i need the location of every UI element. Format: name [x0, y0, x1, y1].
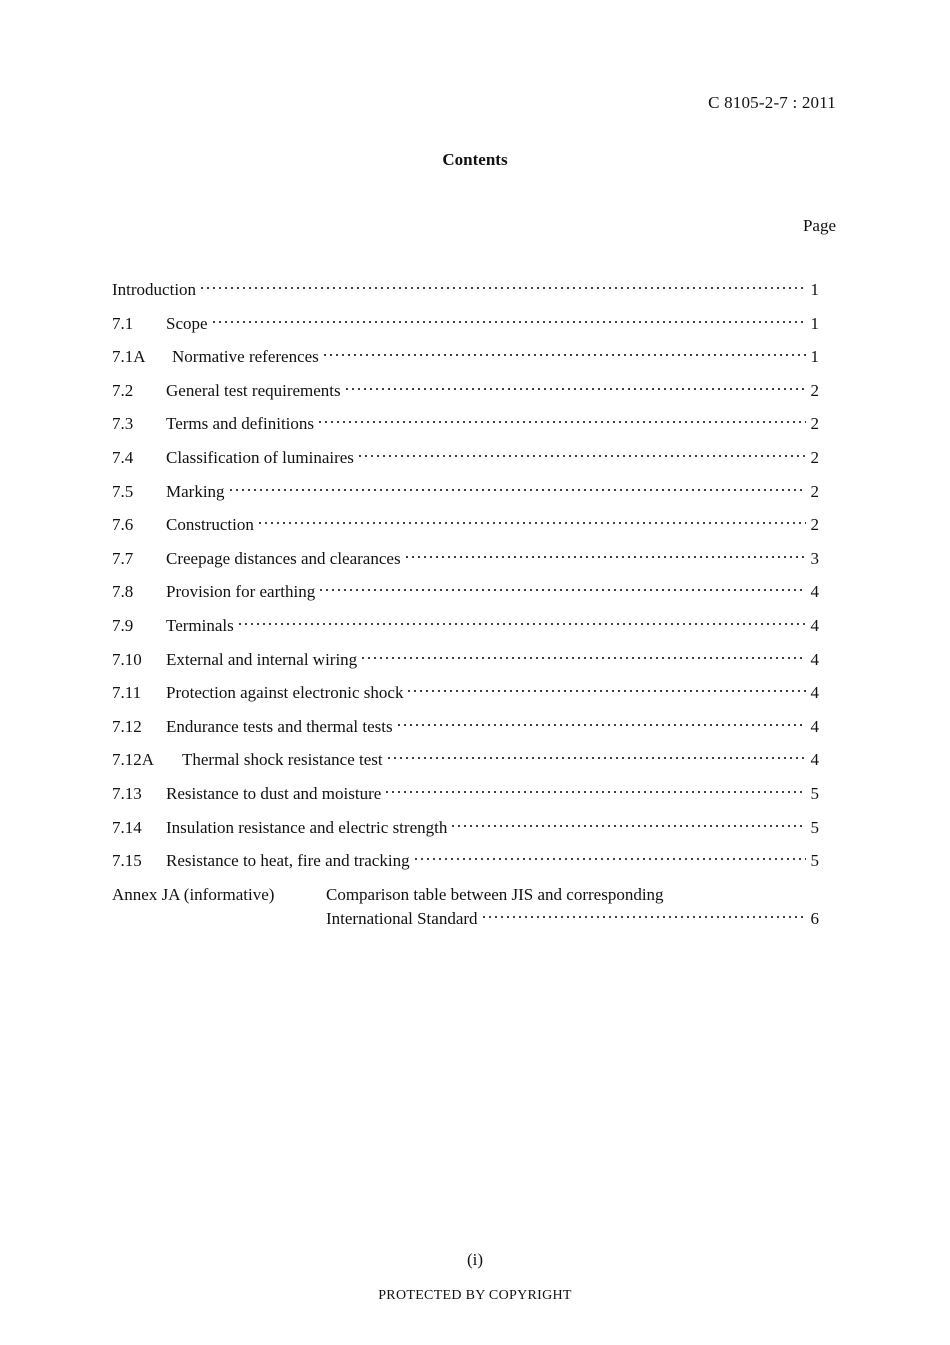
- toc-entry-page: 2: [810, 481, 819, 501]
- dot-leader: [211, 316, 806, 328]
- toc-entry[interactable]: [112, 314, 819, 348]
- toc-entry-number: 7.5: [112, 481, 134, 501]
- toc-entry-number: 7.10: [112, 649, 142, 669]
- dot-leader: [413, 853, 806, 865]
- toc-entry-number: 7.12: [112, 716, 142, 736]
- dot-leader: [396, 719, 806, 731]
- dot-leader: [322, 349, 806, 361]
- toc-entry-page: 4: [810, 615, 819, 635]
- toc-entry-title: Terminals: [166, 615, 234, 635]
- toc-entry-number: 7.9: [112, 615, 134, 635]
- toc-entry[interactable]: [112, 616, 819, 650]
- toc-entry-title: External and internal wiring: [166, 649, 358, 669]
- toc-entry[interactable]: [112, 515, 819, 549]
- toc-entry-page: 2: [810, 515, 819, 535]
- toc-entry-title: Resistance to heat, fire and tracking: [166, 851, 410, 871]
- toc-entry-title: Insulation resistance and electric strength: [166, 817, 448, 837]
- toc-entry-page: 4: [810, 582, 819, 602]
- annex-title-line1: Comparison table between JIS and corresponding: [326, 884, 664, 904]
- toc-entry-number: 7.14: [112, 817, 142, 837]
- toc-entry-title: Protection against electronic shock: [166, 683, 404, 703]
- toc-entry-page: 4: [810, 649, 819, 669]
- dot-leader: [357, 450, 806, 462]
- toc-entry-page: 5: [810, 817, 819, 837]
- toc-entry[interactable]: [112, 381, 819, 415]
- toc-entry-number: Introduction: [112, 280, 197, 299]
- dot-leader: [404, 551, 806, 563]
- toc-entry-title: Resistance to dust and moisture: [166, 783, 382, 803]
- dot-leader: [360, 652, 806, 664]
- toc-entry-number: 7.12A: [112, 750, 155, 770]
- toc-entry[interactable]: [112, 851, 819, 885]
- dot-leader: [228, 484, 806, 496]
- toc-entry[interactable]: [112, 347, 819, 381]
- toc-entry[interactable]: [112, 414, 819, 448]
- toc-entry-page: 2: [810, 447, 819, 467]
- dot-leader: [386, 752, 806, 764]
- page-number: (i): [466, 1250, 484, 1269]
- toc-entry-page: 1: [810, 347, 819, 367]
- annex-label: Annex JA (informative): [112, 884, 275, 904]
- annex-title-line2-row: [326, 909, 819, 929]
- toc-entry-title: Classification of luminaires: [166, 447, 354, 467]
- dot-leader: [450, 820, 806, 832]
- toc-entry-page: 1: [810, 313, 819, 333]
- toc-entry-page: 2: [810, 414, 819, 434]
- toc-entry-number: 7.2: [112, 380, 134, 400]
- toc-entry-title: Normative references: [172, 347, 319, 367]
- toc-entry-page: 4: [810, 750, 819, 770]
- toc-entry[interactable]: [112, 717, 819, 751]
- dot-leader: [199, 282, 806, 294]
- toc-entry[interactable]: [112, 482, 819, 516]
- toc-annex-entry[interactable]: [112, 885, 819, 935]
- toc-entry-title: Endurance tests and thermal tests: [166, 716, 393, 736]
- toc-entry[interactable]: [112, 683, 819, 717]
- annex-title-line2: International Standard: [326, 908, 478, 928]
- toc-entry-title: General test requirements: [166, 380, 341, 400]
- toc-entry[interactable]: [112, 818, 819, 852]
- toc-entry-page: 1: [810, 280, 819, 299]
- copyright-footer: PROTECTED BY COPYRIGHT: [378, 1288, 572, 1303]
- toc-entry-page: 4: [810, 716, 819, 736]
- toc-entry[interactable]: [112, 549, 819, 583]
- toc-entry-number: 7.15: [112, 851, 142, 871]
- dot-leader: [344, 383, 806, 395]
- toc-entry[interactable]: [112, 448, 819, 482]
- toc-entry[interactable]: [112, 650, 819, 684]
- dot-leader: [318, 584, 806, 596]
- toc-entry-page: 2: [810, 380, 819, 400]
- toc-entry-title: Marking: [166, 481, 225, 501]
- toc-entry[interactable]: [112, 280, 819, 314]
- dot-leader: [257, 517, 806, 529]
- toc-entry-number: 7.8: [112, 582, 134, 602]
- toc-entry-number: 7.4: [112, 447, 134, 467]
- page-column-label: Page: [802, 216, 836, 235]
- toc-entry-number: 7.11: [112, 683, 142, 703]
- dot-leader: [237, 618, 806, 630]
- document-id: C 8105-2-7 : 2011: [708, 93, 836, 112]
- dot-leader: [406, 685, 806, 697]
- toc-entry-title: Construction: [166, 515, 254, 535]
- toc-entry-title: Scope: [166, 313, 208, 333]
- annex-page-number: 6: [810, 908, 819, 928]
- toc-entry-title: Terms and definitions: [166, 414, 315, 434]
- toc-entry-number: 7.3: [112, 414, 134, 434]
- toc-entry-title: Provision for earthing: [166, 582, 316, 602]
- toc-entry[interactable]: [112, 582, 819, 616]
- toc-entry-title: Thermal shock resistance test: [182, 750, 383, 770]
- toc-entry-number: 7.1: [112, 313, 134, 333]
- table-of-contents: [112, 280, 819, 935]
- toc-entry-title: Creepage distances and clearances: [166, 548, 401, 568]
- toc-entry[interactable]: [112, 784, 819, 818]
- toc-entry-number: 7.6: [112, 515, 134, 535]
- dot-leader: [481, 911, 806, 923]
- toc-entry-number: 7.13: [112, 783, 142, 803]
- toc-entry-page: 4: [810, 683, 819, 703]
- dot-leader: [384, 786, 806, 798]
- toc-entry[interactable]: [112, 750, 819, 784]
- toc-entry-page: 5: [810, 851, 819, 871]
- toc-entry-number: 7.7: [112, 548, 134, 568]
- toc-entry-page: 5: [810, 783, 819, 803]
- page-title: Contents: [442, 150, 508, 169]
- dot-leader: [317, 416, 806, 428]
- toc-entry-page: 3: [810, 548, 819, 568]
- toc-entry-number: 7.1A: [112, 347, 146, 367]
